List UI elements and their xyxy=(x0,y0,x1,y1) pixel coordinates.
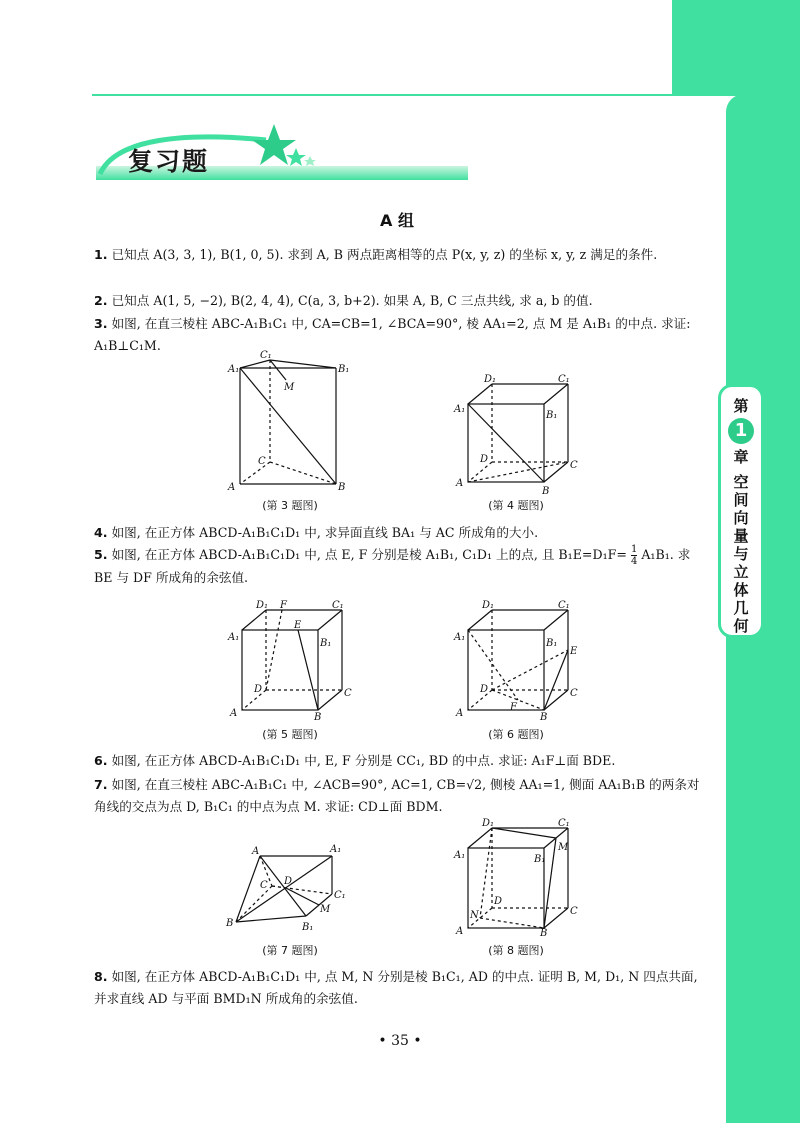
problem-text: 如图, 在正方体 ABCD-A₁B₁C₁D₁ 中, 点 E, F 分别是棱 A₁B₁, C₁D₁ 上的点, 且 B₁E=D₁F= xyxy=(111,547,627,562)
problem-text: 如图, 在正方体 ABCD-A₁B₁C₁D₁ 中, 求异面直线 BA₁ 与 AC 所成角的大小. xyxy=(111,525,539,540)
label-E: E xyxy=(570,646,578,657)
label-E: E xyxy=(294,620,302,631)
problem-7 xyxy=(94,774,706,818)
fraction-numerator: 1 xyxy=(630,544,638,555)
label-D: D xyxy=(254,684,263,695)
chapter-prefix: 第 xyxy=(733,397,749,415)
problem-number: 5. xyxy=(94,547,108,562)
label-A: A xyxy=(228,482,236,493)
label-D: D xyxy=(284,876,293,887)
figure-4 xyxy=(452,374,580,497)
label-A: A xyxy=(456,708,464,719)
label-B1: B₁ xyxy=(338,364,350,375)
chapter-tab[interactable] xyxy=(718,384,764,638)
problem-number: 3. xyxy=(94,316,108,331)
label-C1: C₁ xyxy=(260,350,272,361)
label-B: B xyxy=(540,928,548,939)
chapter-title: 空间向量与立体几何 xyxy=(733,473,749,635)
problem-4 xyxy=(94,522,706,544)
star-tiny-icon xyxy=(304,156,316,166)
fraction-denominator: 4 xyxy=(630,556,638,567)
problem-number: 7. xyxy=(94,777,108,792)
group-title: A 组 xyxy=(380,211,414,230)
star-icon xyxy=(252,124,296,165)
problem-number: 6. xyxy=(94,753,108,768)
figure-3-caption: (第 3 题图) xyxy=(262,499,318,512)
label-D1: D₁ xyxy=(256,600,269,611)
figure-5 xyxy=(226,600,354,723)
figure-6 xyxy=(452,600,580,723)
problem-text-cont: A₁B₁. 求 BE 与 DF 所成角的余弦值. xyxy=(94,547,691,585)
figure-8-caption: (第 8 题图) xyxy=(488,944,544,957)
section-title: 复习题 xyxy=(128,147,210,176)
problem-number: 2. xyxy=(94,293,108,308)
chapter-suffix: 章 xyxy=(733,448,749,466)
chapter-number: 1 xyxy=(728,418,754,444)
label-F: F xyxy=(510,702,517,713)
problem-2 xyxy=(94,290,706,312)
problem-text: 如图, 在正方体 ABCD-A₁B₁C₁D₁ 中, E, F 分别是 CC₁, BD 的中点. 求证: A₁F⊥面 BDE. xyxy=(111,753,616,768)
figure-4-caption: (第 4 题图) xyxy=(488,499,544,512)
label-A1: A₁ xyxy=(454,850,466,861)
header-rule xyxy=(92,94,728,96)
label-B: B xyxy=(542,486,550,497)
fraction-one-quarter xyxy=(631,544,637,567)
label-A: A xyxy=(252,846,260,857)
label-C: C xyxy=(570,460,578,471)
label-C1: C₁ xyxy=(332,600,344,611)
label-C1: C₁ xyxy=(558,600,570,611)
label-C: C xyxy=(260,880,268,891)
label-C: C xyxy=(570,688,578,699)
figure-7 xyxy=(226,842,356,932)
problem-text: 如图, 在直三棱柱 ABC-A₁B₁C₁ 中, CA=CB=1, ∠BCA=90°, 棱 AA₁=2, 点 M 是 A₁B₁ 的中点. 求证: A₁B⊥C₁M. xyxy=(94,316,691,353)
label-C1: C₁ xyxy=(334,890,346,901)
label-N: N xyxy=(470,910,479,921)
problem-3 xyxy=(94,313,706,357)
label-C: C xyxy=(344,688,352,699)
label-D: D xyxy=(494,896,503,907)
problem-6 xyxy=(94,750,706,772)
label-D1: D₁ xyxy=(484,374,497,385)
figure-6-caption: (第 6 题图) xyxy=(488,728,544,741)
problem-number: 1. xyxy=(94,247,108,262)
figure-5-caption: (第 5 题图) xyxy=(262,728,318,741)
problem-number: 4. xyxy=(94,525,108,540)
label-D1: D₁ xyxy=(482,818,495,829)
label-B: B xyxy=(540,712,548,723)
problem-text: 已知点 A(1, 5, −2), B(2, 4, 4), C(a, 3, b+2). 如果 A, B, C 三点共线, 求 a, b 的值. xyxy=(111,293,593,308)
label-M: M xyxy=(320,904,331,915)
label-B1: B₁ xyxy=(534,854,546,865)
label-B1: B₁ xyxy=(302,922,314,933)
label-C: C xyxy=(570,906,578,917)
label-D1: D₁ xyxy=(482,600,495,611)
problem-8 xyxy=(94,966,706,1010)
label-A: A xyxy=(456,478,464,489)
label-A: A xyxy=(456,926,464,937)
label-A1: A₁ xyxy=(330,844,342,855)
label-B: B xyxy=(338,482,346,493)
label-D: D xyxy=(480,454,489,465)
label-C1: C₁ xyxy=(558,818,570,829)
label-M: M xyxy=(284,382,295,393)
label-A1: A₁ xyxy=(454,404,466,415)
label-A1: A₁ xyxy=(228,632,240,643)
page-number: • 35 • xyxy=(378,1033,422,1049)
label-M: M xyxy=(558,842,569,853)
label-B1: B₁ xyxy=(546,638,558,649)
label-A1: A₁ xyxy=(454,632,466,643)
figure-8 xyxy=(452,816,580,939)
label-F: F xyxy=(280,600,287,611)
corner-accent xyxy=(672,0,800,96)
problem-text: 如图, 在直三棱柱 ABC-A₁B₁C₁ 中, ∠ACB=90°, AC=1, CB=√2, 侧棱 AA₁=1, 侧面 AA₁B₁B 的两条对角线的交点为点 D, B₁C₁ 的中点为点 M. 求证: CD⊥面 BDM. xyxy=(94,777,700,814)
star-small-icon xyxy=(286,148,306,166)
label-B1: B₁ xyxy=(320,638,332,649)
label-D: D xyxy=(480,684,489,695)
label-B1: B₁ xyxy=(546,410,558,421)
figure-7-caption: (第 7 题图) xyxy=(262,944,318,957)
label-C: C xyxy=(258,456,266,467)
problem-5 xyxy=(94,544,706,589)
problem-number: 8. xyxy=(94,969,108,984)
label-B: B xyxy=(314,712,322,723)
figure-3 xyxy=(226,350,356,494)
label-A1: A₁ xyxy=(228,364,240,375)
problem-text: 如图, 在正方体 ABCD-A₁B₁C₁D₁ 中, 点 M, N 分别是棱 B₁C₁, AD 的中点. 证明 B, M, D₁, N 四点共面, 并求直线 AD 与平面 BMD₁N 所成角的余弦值. xyxy=(94,969,698,1006)
problem-1 xyxy=(94,244,706,266)
label-B: B xyxy=(226,918,234,929)
problem-text: 已知点 A(3, 3, 1), B(1, 0, 5). 求到 A, B 两点距离相等的点 P(x, y, z) 的坐标 x, y, z 满足的条件. xyxy=(111,247,658,262)
label-A: A xyxy=(230,708,238,719)
label-C1: C₁ xyxy=(558,374,570,385)
